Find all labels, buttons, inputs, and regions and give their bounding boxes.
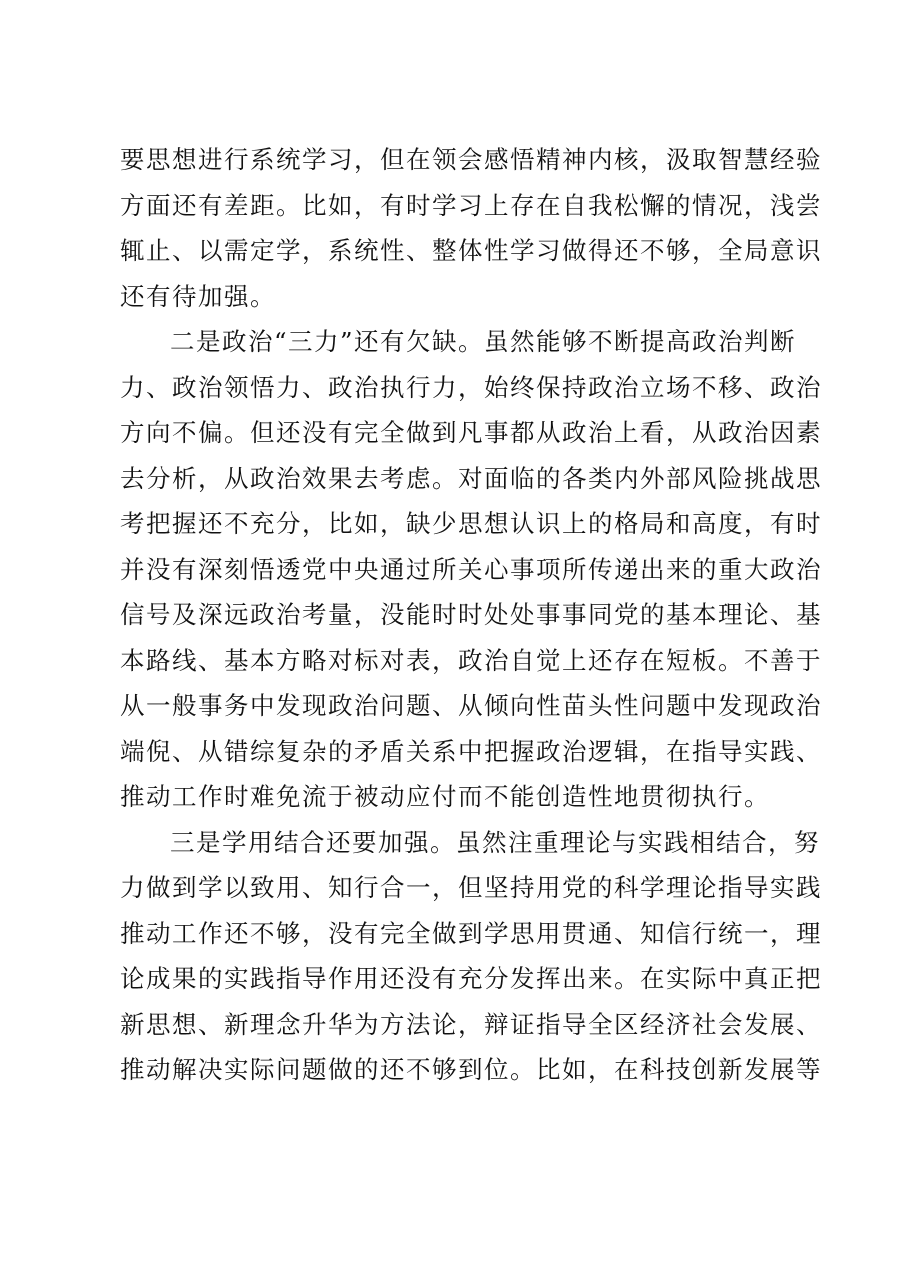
text-line: 力、政治领悟力、政治执行力，始终保持政治立场不移、政治 [120, 372, 822, 402]
paragraph-start-line: 三是学用结合还要加强。虽然注重理论与实践相结合，努 [170, 827, 820, 857]
text-line: 端倪、从错综复杂的矛盾关系中把握政治逻辑，在指导实践、 [120, 736, 822, 766]
text-line: 推动解决实际问题做的还不够到位。比如，在科技创新发展等 [120, 1055, 822, 1084]
text-line: 去分析，从政治效果去考虑。对面临的各类内外部风险挑战思 [120, 463, 822, 493]
text-line: 本路线、基本方略对标对表，政治自觉上还存在短板。不善于 [120, 645, 822, 675]
text-line: 并没有深刻悟透党中央通过所关心事项所传递出来的重大政治 [120, 554, 822, 584]
text-line: 新思想、新理念升华为方法论，辩证指导全区经济社会发展、 [120, 1009, 822, 1039]
text-line: 方向不偏。但还没有完全做到凡事都从政治上看，从政治因素 [120, 418, 822, 447]
text-line: 考把握还不充分，比如，缺少思想认识上的格局和高度，有时 [120, 509, 822, 538]
text-line: 从一般事务中发现政治问题、从倾向性苗头性问题中发现政治 [120, 691, 822, 720]
text-line: 还有待加强。 [120, 281, 276, 311]
text-line: 要思想进行系统学习，但在领会感悟精神内核，汲取智慧经验 [120, 145, 822, 174]
text-line: 力做到学以致用、知行合一，但坚持用党的科学理论指导实践 [120, 873, 822, 902]
text-line: 方面还有差距。比如，有时学习上存在自我松懈的情况，浅尝 [120, 190, 822, 220]
text-line: 辄止、以需定学，系统性、整体性学习做得还不够，全局意识 [120, 236, 822, 265]
text-line: 信号及深远政治考量，没能时时处处事事同党的基本理论、基 [120, 600, 822, 629]
text-line: 推动工作时难免流于被动应付而不能创造性地贯彻执行。 [120, 782, 770, 811]
document-body [120, 137, 822, 1093]
text-line: 论成果的实践指导作用还没有充分发挥出来。在实际中真正把 [120, 964, 822, 993]
text-line: 推动工作还不够，没有完全做到学思用贯通、知信行统一，理 [120, 918, 822, 948]
paragraph-start-line: 二是政治“三力”还有欠缺。虽然能够不断提高政治判断 [170, 327, 797, 356]
